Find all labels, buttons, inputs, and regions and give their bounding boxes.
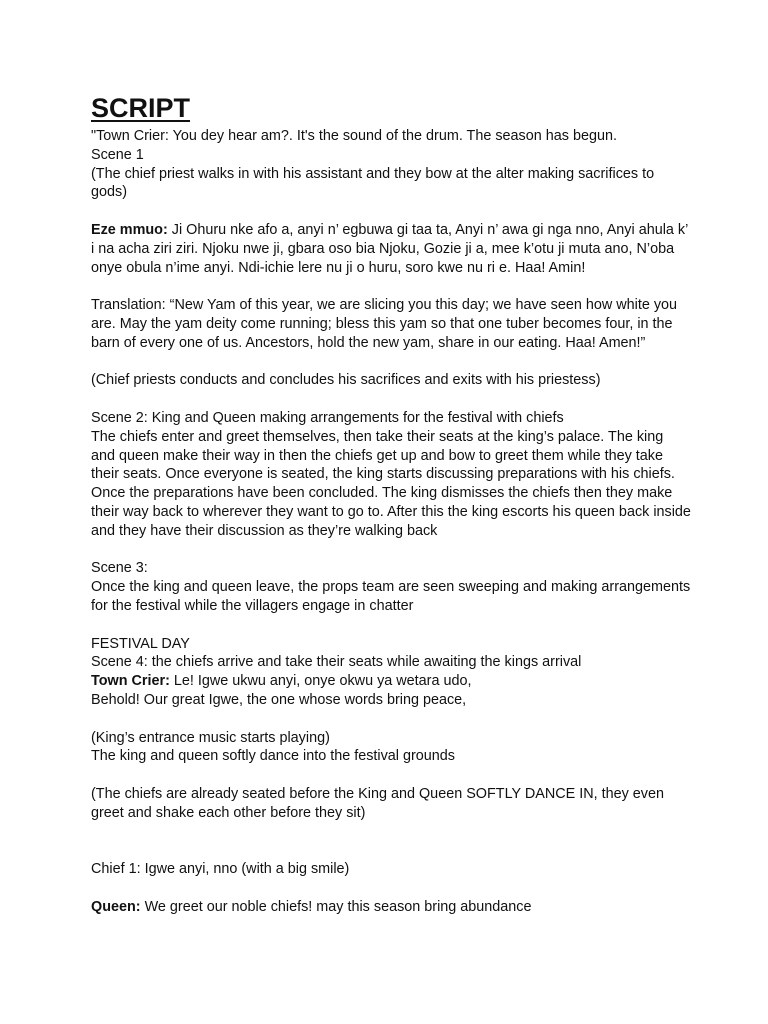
town-crier-dialogue xyxy=(91,672,691,691)
translation-paragraph: Translation: “New Yam of this year, we are slicing you this day; we have seen how white you are. May the yam deity come running; bless this yam so that one tuber becomes four, in the barn of every one of us. Ancestors, hold the new yam, share in our eating. Haa! Amen!” xyxy=(91,297,678,351)
speaker-label: Eze mmuo: xyxy=(91,221,168,238)
speaker-label: Town Crier: xyxy=(91,673,170,690)
dialogue-text: We greet our noble chiefs! may this season bring abundance xyxy=(140,898,532,915)
dance-direction: The king and queen softly dance into the festival grounds xyxy=(91,748,456,765)
scene-1-direction: (The chief priest walks in with his assistant and they bow at the alter making sacrifices to gods) xyxy=(91,165,655,201)
festival-day-heading: FESTIVAL DAY xyxy=(91,635,190,652)
music-direction: (King’s entrance music starts playing) xyxy=(91,729,330,746)
scene-2-paragraph-1: The chiefs enter and greet themselves, then take their seats at the king’s palace. The king and queen make their way in then the chiefs get up and bow to greet them while they take their seats. Once everyone is seated, the king starts discussing preparations with his chiefs. xyxy=(91,428,675,483)
speaker-label: Queen: xyxy=(91,898,141,915)
page-title: SCRIPT xyxy=(91,93,191,123)
eze-mmuo-dialogue xyxy=(91,221,691,277)
scene-2-paragraph-2: Once the preparations have been concluded. The king dismisses the chiefs then they make their way back to wherever they want to go to. After this the king escorts his queen back inside and they have their discussion as they’re walking back xyxy=(91,485,691,539)
scene-3-paragraph: Once the king and queen leave, the props team are seen sweeping and making arrangements for the festival while the villagers engage in chatter xyxy=(91,579,691,614)
opening-line: "Town Crier: You dey hear am?. It's the sound of the drum. The season has begun. xyxy=(91,128,617,144)
chief-1-dialogue: Chief 1: Igwe anyi, nno (with a big smile) xyxy=(91,861,350,878)
scene-3-heading: Scene 3: xyxy=(91,560,148,577)
dialogue-text: Le! Igwe ukwu anyi, onye okwu ya wetara udo, xyxy=(169,673,472,690)
behold-line: Behold! Our great Igwe, the one whose words bring peace, xyxy=(91,691,467,708)
dialogue-text: Ji Ohuru nke afo a, anyi n’ egbuwa gi taa ta, Anyi n’ awa gi nga nno, Anyi ahula k’ i na acha ziri ziri. Njoku nwe ji, gbara oso bia Njoku, Gozie ji a, mee k’otu ji muta ano, N’oba onye obula n’ime anyi. Ndi-ichie lere nu ji o huru, soro kwe nu ri e. Haa! Amin! xyxy=(91,221,688,276)
chiefs-seated-direction: (The chiefs are already seated before the King and Queen SOFTLY DANCE IN, they even greet and shake each other before they sit) xyxy=(91,785,665,821)
scene-1-heading: Scene 1 xyxy=(91,146,144,163)
script-body xyxy=(91,127,691,916)
scene-4-heading: Scene 4: the chiefs arrive and take their seats while awaiting the kings arrival xyxy=(91,654,582,671)
scene-2-heading: Scene 2: King and Queen making arrangements for the festival with chiefs xyxy=(91,409,564,426)
queen-dialogue xyxy=(91,898,691,917)
priest-exit-direction: (Chief priests conducts and concludes his sacrifices and exits with his priestess) xyxy=(91,372,601,389)
